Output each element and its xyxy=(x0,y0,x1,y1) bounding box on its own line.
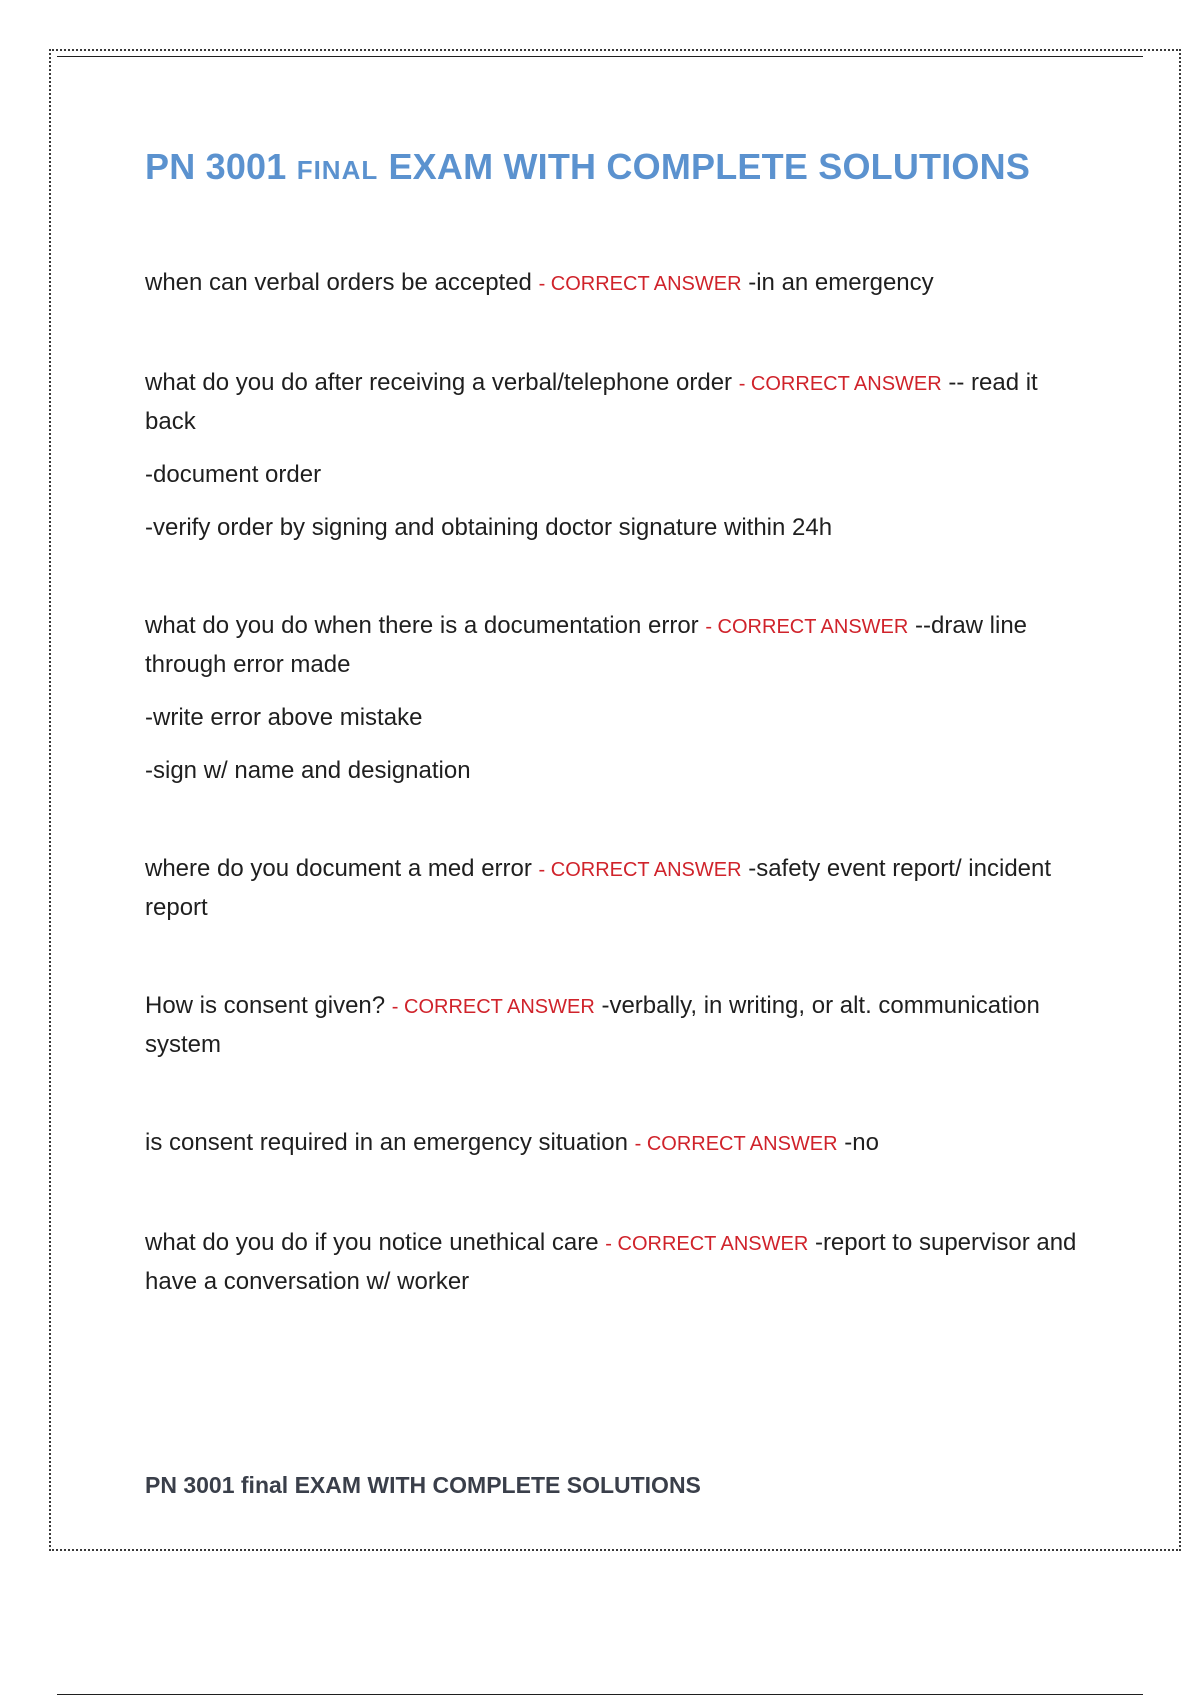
answer-line: -document order xyxy=(145,461,322,489)
question-text: How is consent given? xyxy=(145,992,392,1020)
answer-line: -verify order by signing and obtaining doctor signature within 24h xyxy=(145,514,833,542)
question-text: what do you do after receiving a verbal/telephone order xyxy=(145,369,739,397)
footer-title: PN 3001 final EXAM WITH COMPLETE SOLUTIONS xyxy=(145,1472,701,1498)
question-text: when can verbal orders be accepted xyxy=(145,269,539,297)
correct-answer-tag: - CORRECT ANSWER xyxy=(605,1233,809,1256)
qa-item xyxy=(145,264,1095,303)
qa-line xyxy=(145,1224,1095,1300)
qa-line xyxy=(145,987,1095,1063)
title-part-1: PN 3001 xyxy=(145,146,297,187)
qa-line xyxy=(145,1124,1095,1163)
question-text: what do you do when there is a documentation error xyxy=(145,612,706,640)
qa-item xyxy=(145,987,1095,1063)
answer-line: -sign w/ name and designation xyxy=(145,757,471,785)
title-part-3: EXAM WITH COMPLETE SOLUTIONS xyxy=(378,146,1031,187)
qa-item xyxy=(145,1124,1095,1163)
correct-answer-tag: - CORRECT ANSWER xyxy=(538,273,742,296)
next-page-rule xyxy=(57,1694,1143,1695)
answer-text: -verbally, in writing, or alt. communication system xyxy=(145,992,1040,1059)
correct-answer-tag: - CORRECT ANSWER xyxy=(634,1133,838,1156)
correct-answer-tag: - CORRECT ANSWER xyxy=(738,373,942,396)
answer-text: -in an emergency xyxy=(741,269,934,297)
answer-text: --draw line through error made xyxy=(145,612,1028,679)
question-text: what do you do if you notice unethical care xyxy=(145,1229,606,1257)
answer-text: -safety event report/ incident report xyxy=(145,855,1052,922)
correct-answer-tag: - CORRECT ANSWER xyxy=(391,996,595,1019)
qa-line xyxy=(145,850,1095,926)
answer-text: -no xyxy=(837,1129,879,1157)
qa-item xyxy=(145,1224,1095,1300)
correct-answer-tag: - CORRECT ANSWER xyxy=(705,616,909,639)
title-part-2: FINAL xyxy=(296,155,379,185)
header-rule xyxy=(57,56,1143,57)
correct-answer-tag: - CORRECT ANSWER xyxy=(538,859,742,882)
qa-item xyxy=(145,850,1095,926)
qa-line xyxy=(145,607,1095,683)
question-text: where do you document a med error xyxy=(145,855,539,883)
qa-line xyxy=(145,264,1095,303)
answer-text: -- read it back xyxy=(145,369,1038,436)
qa-item xyxy=(145,607,1095,789)
answer-line: -write error above mistake xyxy=(145,704,423,732)
qa-item xyxy=(145,364,1095,546)
document-body xyxy=(145,145,1095,1300)
answer-text: -report to supervisor and have a conversation w/ worker xyxy=(145,1229,1077,1296)
question-text: is consent required in an emergency situation xyxy=(145,1129,635,1157)
qa-line xyxy=(145,364,1095,440)
page-title xyxy=(145,145,1095,188)
